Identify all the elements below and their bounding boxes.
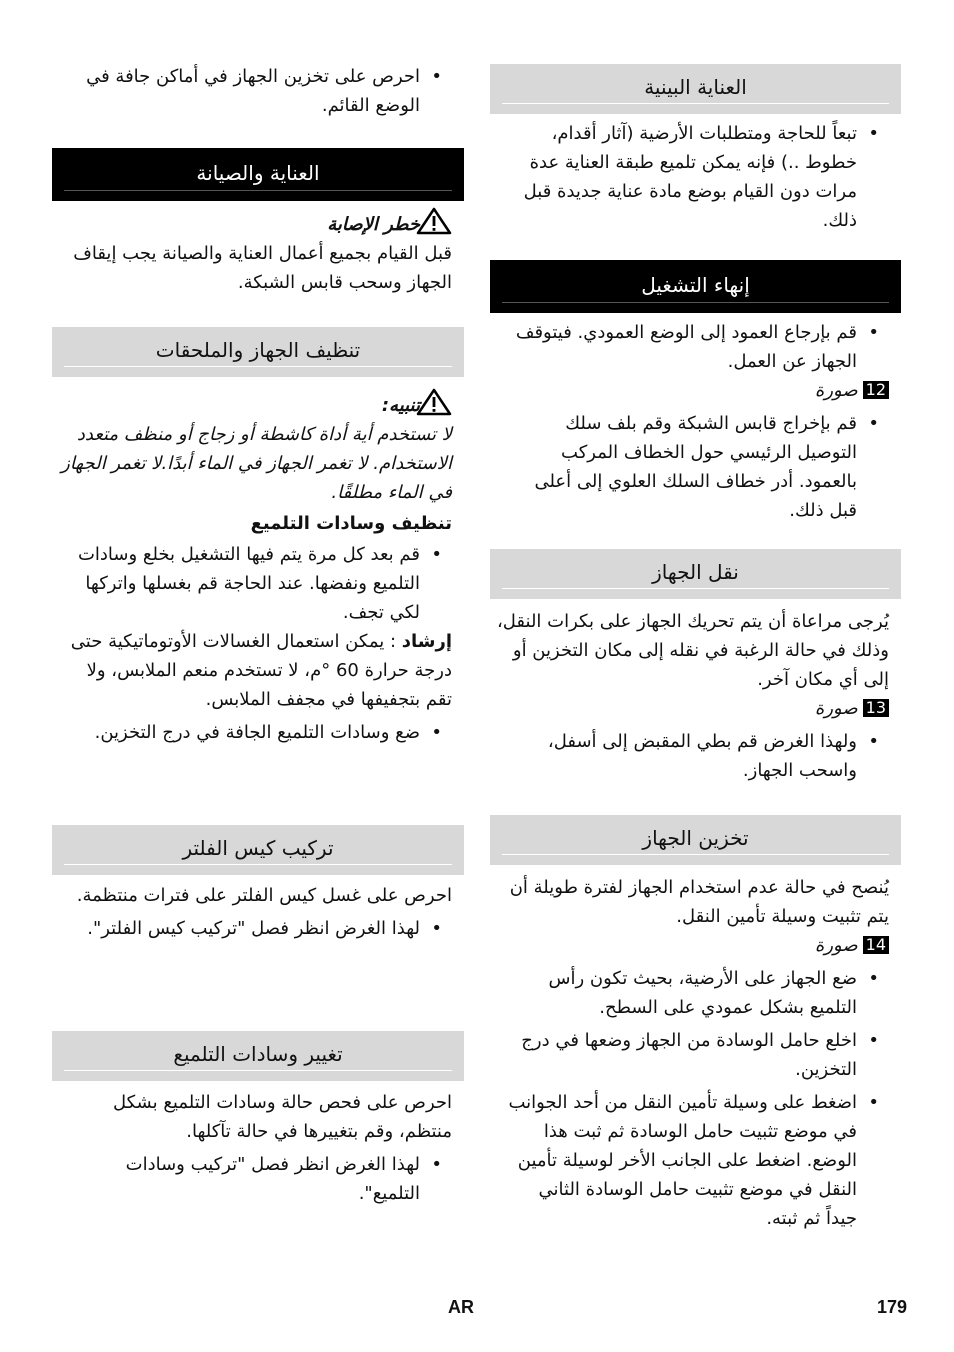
list-item: • قم بإخراج قابس الشبكة وقم بلف سلك التوصيل الرئيسي حول الخطاف المركب بالعمود. أدر خطاف السلك العلوي إلى أعلى قبل ذلك.: [490, 409, 901, 525]
warning-icon: [416, 207, 452, 235]
transport-body: [490, 607, 901, 785]
section-heading-cleaning: تنظيف الجهاز والملحقات: [52, 327, 464, 377]
section-heading-shutdown: إنهاء التشغيل: [490, 260, 901, 313]
hint-paragraph: إرشاد : يمكن استعمال الغسالات الأوتوماتيكية حتى درجة حرارة 60 °م، لا تستخدم منعم الملابس، ولا تقم بتجفيفها في مجفف الملابس.: [70, 631, 452, 710]
storage-body: [490, 873, 901, 1233]
sub-heading: تنظيف وسادات التلميع: [250, 513, 452, 534]
list-item: • قم بإرجاع العمود إلى الوضع العمودي. فيتوقف الجهاز عن العمل.: [490, 318, 901, 376]
list-item: • ضع وسادات التلميع الجافة في درج التخزين.: [52, 718, 464, 747]
caution-line: [52, 388, 464, 420]
filter-bag-body: [52, 881, 464, 943]
care-maintenance-body: [52, 207, 464, 297]
list-item: • ضع الجهاز على الأرضية، بحيث تكون رأس التلميع بشكل عمودي على السطح.: [490, 964, 901, 1022]
shutdown-body: [490, 318, 901, 525]
list-item: • اخلع حامل الوسادة من الجهاز وضعها في درج التخزين.: [490, 1026, 901, 1084]
cleaning-body: [52, 388, 464, 747]
section-heading-transport: نقل الجهاز: [490, 549, 901, 599]
section-heading-interim-care: العناية البينية: [490, 64, 901, 114]
list-item: • تبعاً للحاجة ومتطلبات الأرضية (آثار أقدام، خطوط ..) فإنه يمكن تلميع طبقة العناية عدة مرات دون القيام بوضع مادة عناية جديدة قبل ذلك.: [490, 119, 901, 235]
section-heading-care-maintenance: العناية والصيانة: [52, 148, 464, 201]
section-heading-pads: تغيير وسادات التلميع: [52, 1031, 464, 1081]
list-item: • احرص على تخزين الجهاز في أماكن جافة في الوضع القائم.: [52, 62, 464, 120]
caution-label: تنبيه:: [381, 395, 420, 416]
paragraph: يُنصح في حالة عدم استخدام الجهاز لفترة طويلة أن يتم تثبيت وسيلة تأمين النقل.: [509, 877, 889, 927]
warning-line: [52, 207, 464, 239]
pads-body: [52, 1088, 464, 1208]
caution-text: لا تستخدم أية أداة كاشطة أو زجاج أو منظف متعدد الاستخدام. لا تغمر الجهاز في الماء أبدًا.لا تغمر الجهاز في الماء مطلقًا.: [61, 424, 452, 503]
interim-care-body: [490, 119, 901, 235]
page-number: 179: [877, 1297, 908, 1317]
paragraph: احرص على غسل كيس الفلتر على فترات منتظمة.: [76, 885, 452, 906]
list-item: • اضغط على وسيلة تأمين النقل من أحد الجوانب في موضع تثبيت حامل الوسادة ثم ثبت هذا الوضع. اضغط على الجانب الأخر لوسيلة تأمين النقل في موضع تثبيت حامل الوسادة الثاني جيداً ثم ثبته.: [490, 1088, 901, 1233]
footer-language: AR: [448, 1297, 474, 1317]
section-heading-storage: تخزين الجهاز: [490, 815, 901, 865]
paragraph: احرص على فحص حالة وسادات التلميع بشكل منتظم، وقم بتغييرها في حالة تآكلها.: [112, 1092, 452, 1142]
figure-reference: 13صورة: [490, 694, 901, 723]
list-item: • لهذا الغرض انظر فصل "تركيب كيس الفلتر".: [52, 914, 464, 943]
list-item: • لهذا الغرض انظر فصل "تركيب وسادات التلميع".: [52, 1150, 464, 1208]
section-heading-filter-bag: تركيب كيس الفلتر: [52, 825, 464, 875]
figure-reference: 14صورة: [490, 931, 901, 960]
warning-icon: [416, 388, 452, 416]
storage-continued: [52, 62, 464, 120]
list-item: • قم بعد كل مرة يتم فيها التشغيل بخلع وسادات التلميع ونفضها. عند الحاجة قم بغسلها واتركها لكي تجف.: [52, 540, 464, 627]
figure-reference: 12صورة: [490, 376, 901, 405]
list-item: • ولهذا الغرض قم بطي المقبض إلى أسفل، واسحب الجهاز.: [490, 727, 901, 785]
paragraph: قبل القيام بجميع أعمال العناية والصيانة يجب إيقاف الجهاز وسحب قابس الشبكة.: [73, 243, 452, 293]
paragraph: يُرجى مراعاة أن يتم تحريك الجهاز على بكرات النقل، وذلك في حالة الرغبة في نقله إلى مكان التخزين أو إلى أي مكان آخر.: [496, 611, 889, 690]
warning-label: خطر الإصابة: [327, 214, 420, 235]
